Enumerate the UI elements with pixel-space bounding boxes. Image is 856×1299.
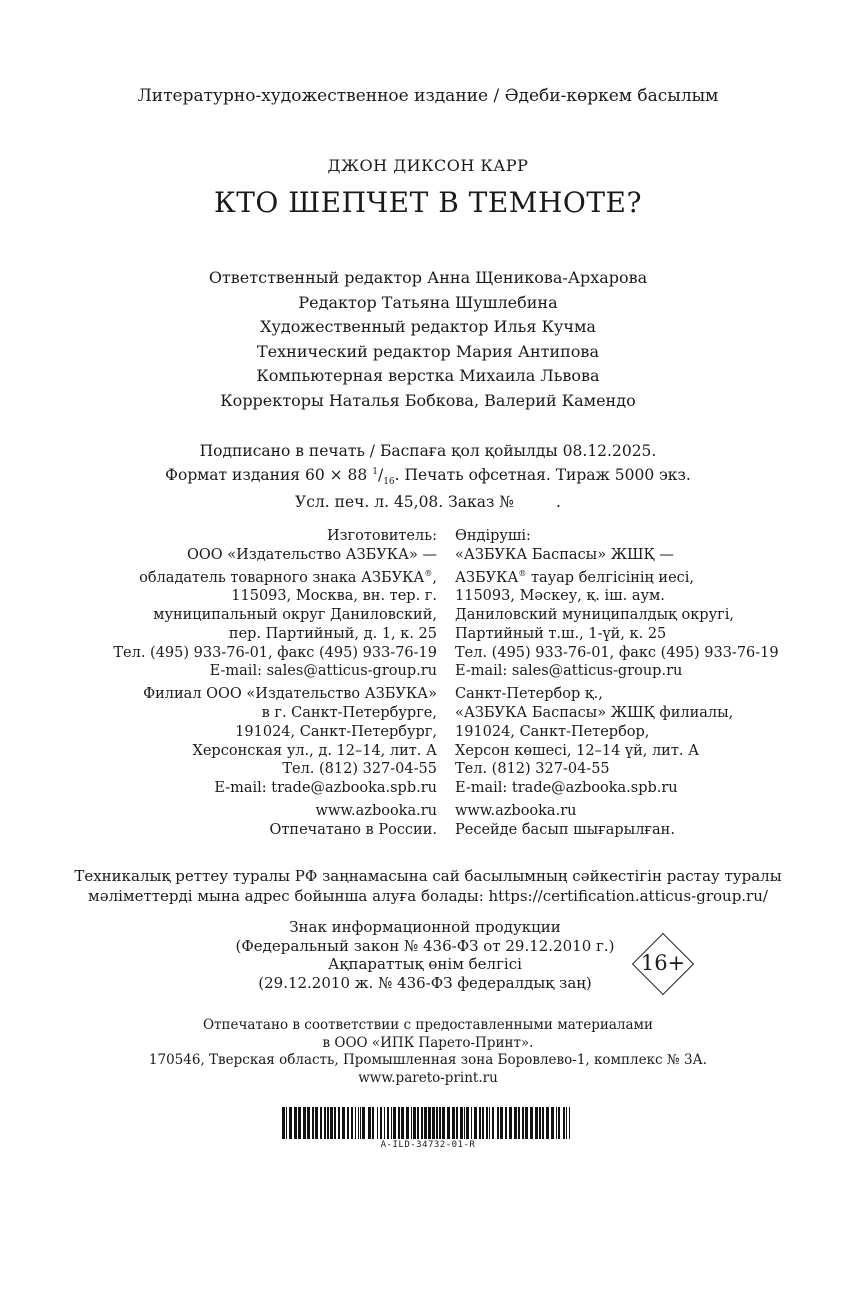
branch-ru: [113, 685, 437, 798]
trademark-suffix: тауар белгісінің иесі,: [526, 569, 695, 586]
trademark-line: [455, 565, 779, 588]
barcode-bar: [320, 1107, 322, 1139]
website-link: www.azbooka.ru: [315, 802, 437, 819]
age-rating-badge: [631, 932, 695, 996]
email-line: E-mail: sales@atticus-group.ru: [209, 663, 437, 680]
barcode-bar: [411, 1107, 412, 1139]
format-denominator: 16: [383, 476, 395, 487]
company-name: «АЗБУКА Баспасы» ЖШҚ —: [455, 546, 674, 563]
barcode-bar: [393, 1107, 396, 1139]
barcode-bar: [442, 1107, 445, 1139]
branch-line: «АЗБУКА Баспасы» ЖШҚ филиалы,: [455, 705, 734, 721]
edition-type: Литературно-художественное издание / Әдеби-көркем басылым: [137, 86, 719, 106]
barcode-bar: [569, 1107, 570, 1139]
barcode-bar: [384, 1107, 385, 1139]
address-line: пер. Партийный, д. 1, к. 25: [228, 625, 437, 642]
address-line: 115093, Мәскеу, қ. іш. аум.: [455, 588, 665, 605]
barcode-bar: [368, 1107, 371, 1139]
note-line: мәліметтерді мына адрес бойынша алуға болады: https://certification.atticus-group.ru/: [88, 887, 768, 905]
note-line: Техникалық реттеу туралы РФ заңнамасына сай басылымның сәйкестігін растау туралы: [74, 867, 782, 885]
barcode-bar: [428, 1107, 431, 1139]
address-line: Даниловский муниципалдық округі,: [455, 607, 734, 624]
sheets-order: Усл. печ. л. 45,08. Заказ №: [295, 493, 515, 512]
barcode-bar: [542, 1107, 544, 1139]
address-line: муниципальный округ Даниловский,: [153, 607, 437, 624]
barcode-bar: [466, 1107, 469, 1139]
barcode-bar: [362, 1107, 365, 1139]
age-notice-line: Знак информационной продукции: [289, 918, 561, 936]
barcode-bar: [525, 1107, 528, 1139]
barcode-bar: [315, 1107, 318, 1139]
barcode-bar: [551, 1107, 554, 1139]
printer-line: Отпечатано в соответствии с предоставленными материалами: [202, 1017, 654, 1033]
barcode-bar: [492, 1107, 494, 1139]
barcode-code: A-ILD-34732-01-R: [380, 1140, 476, 1150]
barcode-bar: [417, 1107, 419, 1139]
printer-line: в ООО «ИПК Парето-Принт».: [322, 1034, 534, 1051]
credit-line: Редактор Татьяна Шушлебина: [298, 292, 558, 312]
manufacturer-ru: [113, 527, 437, 840]
printed-in: Ресейде басып шығарылған.: [455, 821, 675, 838]
barcode-bar: [474, 1107, 477, 1139]
barcode-bar: [294, 1107, 297, 1139]
manufacturer-ru-main: [113, 527, 437, 681]
barcode-bar: [303, 1107, 306, 1139]
footer-ru: [113, 802, 437, 840]
barcode-bar: [380, 1107, 382, 1139]
barcode-bar: [509, 1107, 512, 1139]
manufacturer-kz-main: [455, 527, 779, 681]
credit-line: Ответственный редактор Анна Щеникова-Архарова: [208, 268, 648, 287]
barcode-bar: [546, 1107, 549, 1139]
trademark-line: обладатель товарного знака АЗБУКА®,: [139, 568, 437, 586]
age-notice: [230, 918, 620, 992]
printer-info: [0, 1017, 856, 1087]
barcode-bar: [342, 1107, 345, 1139]
barcode-bar: [563, 1107, 565, 1139]
format-suffix: . Печать офсетная. Тираж 5000 экз.: [394, 465, 691, 484]
website-link: www.azbooka.ru: [455, 802, 577, 819]
barcode-bar: [334, 1107, 336, 1139]
barcode-bar: [338, 1107, 340, 1139]
barcode-bar: [330, 1107, 333, 1139]
registered-mark: ®: [518, 568, 527, 578]
barcode-bar: [327, 1107, 329, 1139]
certification-note: [0, 866, 856, 906]
branch-line: 191024, Санкт-Петербор,: [455, 723, 650, 740]
format-line: [0, 462, 856, 493]
barcode-bar: [452, 1107, 455, 1139]
signed-to-print: Подписано в печать / Баспаға қол қойылды 08.12.2025.: [199, 442, 657, 460]
branch-line: Херсонская ул., д. 12–14, лит. А: [192, 742, 437, 759]
branch-line: 191024, Санкт-Петербург,: [235, 723, 437, 740]
barcode-bar: [358, 1107, 359, 1139]
barcode-bar: [421, 1107, 423, 1139]
barcode-bar: [372, 1107, 374, 1139]
barcode-bar: [289, 1107, 292, 1139]
barcode-bar: [518, 1107, 520, 1139]
credit-line: Художественный редактор Илья Кучма: [260, 317, 596, 337]
footer-kz: [455, 802, 779, 840]
barcode-bar: [413, 1107, 416, 1139]
barcode-bar: [432, 1107, 435, 1139]
barcode-bar: [522, 1107, 524, 1139]
branch-line: E-mail: trade@azbooka.spb.ru: [214, 780, 437, 797]
email-line: E-mail: sales@atticus-group.ru: [455, 663, 683, 680]
barcode-bar: [556, 1107, 557, 1139]
format-fraction: $^1/_{16}$: [372, 465, 395, 487]
credit-line: Корректоры Наталья Бобкова, Валерий Камендо: [220, 390, 636, 410]
barcode-bar: [324, 1107, 326, 1139]
branch-line: Тел. (812) 327-04-55: [282, 761, 437, 778]
barcode-bar: [360, 1107, 361, 1139]
barcode-bar: [377, 1107, 378, 1139]
barcode-bar: [497, 1107, 499, 1139]
barcode-bar: [436, 1107, 438, 1139]
manufacturer-label: Өндіруші:: [455, 528, 531, 544]
barcode-bar: [535, 1107, 538, 1139]
barcode-bar: [351, 1107, 353, 1139]
credit-line: Компьютерная верстка Михаила Львова: [256, 366, 600, 386]
branch-line: E-mail: trade@azbooka.spb.ru: [455, 780, 678, 797]
address-line: 115093, Москва, вн. тер. г.: [231, 588, 437, 605]
printer-line: 170546, Тверская область, Промышленная зона Боровлево-1, комплекс № 3А.: [148, 1052, 708, 1068]
branch-line: в г. Санкт-Петербурге,: [261, 705, 437, 721]
barcode-bar: [505, 1107, 507, 1139]
format-numerator: 1: [372, 466, 378, 477]
trademark-text: обладатель товарного знака АЗБУКА: [139, 569, 425, 586]
barcode-bar: [424, 1107, 427, 1139]
branch-kz: [455, 685, 779, 798]
barcode-bar: [398, 1107, 400, 1139]
barcode-bar: [460, 1107, 463, 1139]
barcode: [282, 1107, 574, 1150]
age-rating-label: 16+: [640, 951, 686, 975]
barcode-bar: [286, 1107, 287, 1139]
barcode-bar: [298, 1107, 301, 1139]
barcode-bar: [456, 1107, 458, 1139]
barcode-bar: [539, 1107, 541, 1139]
barcode-bar: [486, 1107, 488, 1139]
barcode-bar: [307, 1107, 310, 1139]
barcode-bar: [566, 1107, 567, 1139]
barcode-bar: [464, 1107, 465, 1139]
barcode-bar: [514, 1107, 517, 1139]
age-notice-line: Ақпараттық өнім белгісі: [328, 955, 522, 973]
branch-line: Херсон көшесі, 12–14 үй, лит. А: [455, 742, 700, 759]
barcode-bar: [530, 1107, 533, 1139]
barcode-bar: [312, 1107, 314, 1139]
barcode-bar: [489, 1107, 490, 1139]
address-line: Партийный т.ш., 1-үй, к. 25: [455, 625, 667, 642]
barcode-bar: [471, 1107, 472, 1139]
barcode-bar: [347, 1107, 349, 1139]
barcode-bar: [391, 1107, 392, 1139]
credit-line: Технический редактор Мария Антипова: [257, 341, 599, 361]
barcode-bar: [482, 1107, 484, 1139]
phone-line: Тел. (495) 933-76-01, факс (495) 933-76-19: [455, 644, 779, 661]
barcode-bar: [558, 1107, 560, 1139]
barcode-bar: [406, 1107, 409, 1139]
age-notice-line: (Федеральный закон № 436-ФЗ от 29.12.2010 г.): [235, 936, 615, 955]
book-author: ДЖОН ДИКСОН КАРР: [327, 156, 529, 175]
sheets-end: .: [556, 493, 561, 512]
book-title: КТО ШЕПЧЕТ В ТЕМНОТЕ?: [214, 186, 642, 219]
company-name: ООО «Издательство АЗБУКА» —: [187, 546, 437, 563]
printed-in: Отпечатано в России.: [269, 821, 437, 838]
barcode-bar: [387, 1107, 389, 1139]
barcode-bar: [500, 1107, 503, 1139]
registered-mark: ®: [424, 568, 433, 578]
barcode-bar: [401, 1107, 404, 1139]
branch-line: Санкт-Петербор қ.,: [455, 686, 603, 703]
sheets-line: [0, 492, 856, 513]
phone-line: Тел. (495) 933-76-01, факс (495) 933-76-19: [113, 644, 437, 661]
age-notice-line: (29.12.2010 ж. № 436-ФЗ федералдық заң): [258, 973, 592, 992]
format-prefix: Формат издания 60 × 88: [165, 465, 368, 484]
trademark-text: АЗБУКА: [455, 569, 519, 586]
barcode-bar: [479, 1107, 481, 1139]
printer-line: www.pareto-print.ru: [358, 1069, 498, 1086]
barcode-bar: [355, 1107, 356, 1139]
branch-line: Тел. (812) 327-04-55: [455, 761, 610, 778]
manufacturer-kz: [455, 527, 779, 840]
barcode-bar: [447, 1107, 450, 1139]
barcode-bars: [282, 1107, 574, 1139]
print-info: [0, 441, 856, 513]
credits-list: [0, 266, 856, 414]
manufacturer-label: Изготовитель:: [326, 528, 437, 544]
barcode-bar: [282, 1107, 285, 1139]
branch-line: Филиал ООО «Издательство АЗБУКА»: [143, 686, 437, 703]
barcode-bar: [439, 1107, 441, 1139]
